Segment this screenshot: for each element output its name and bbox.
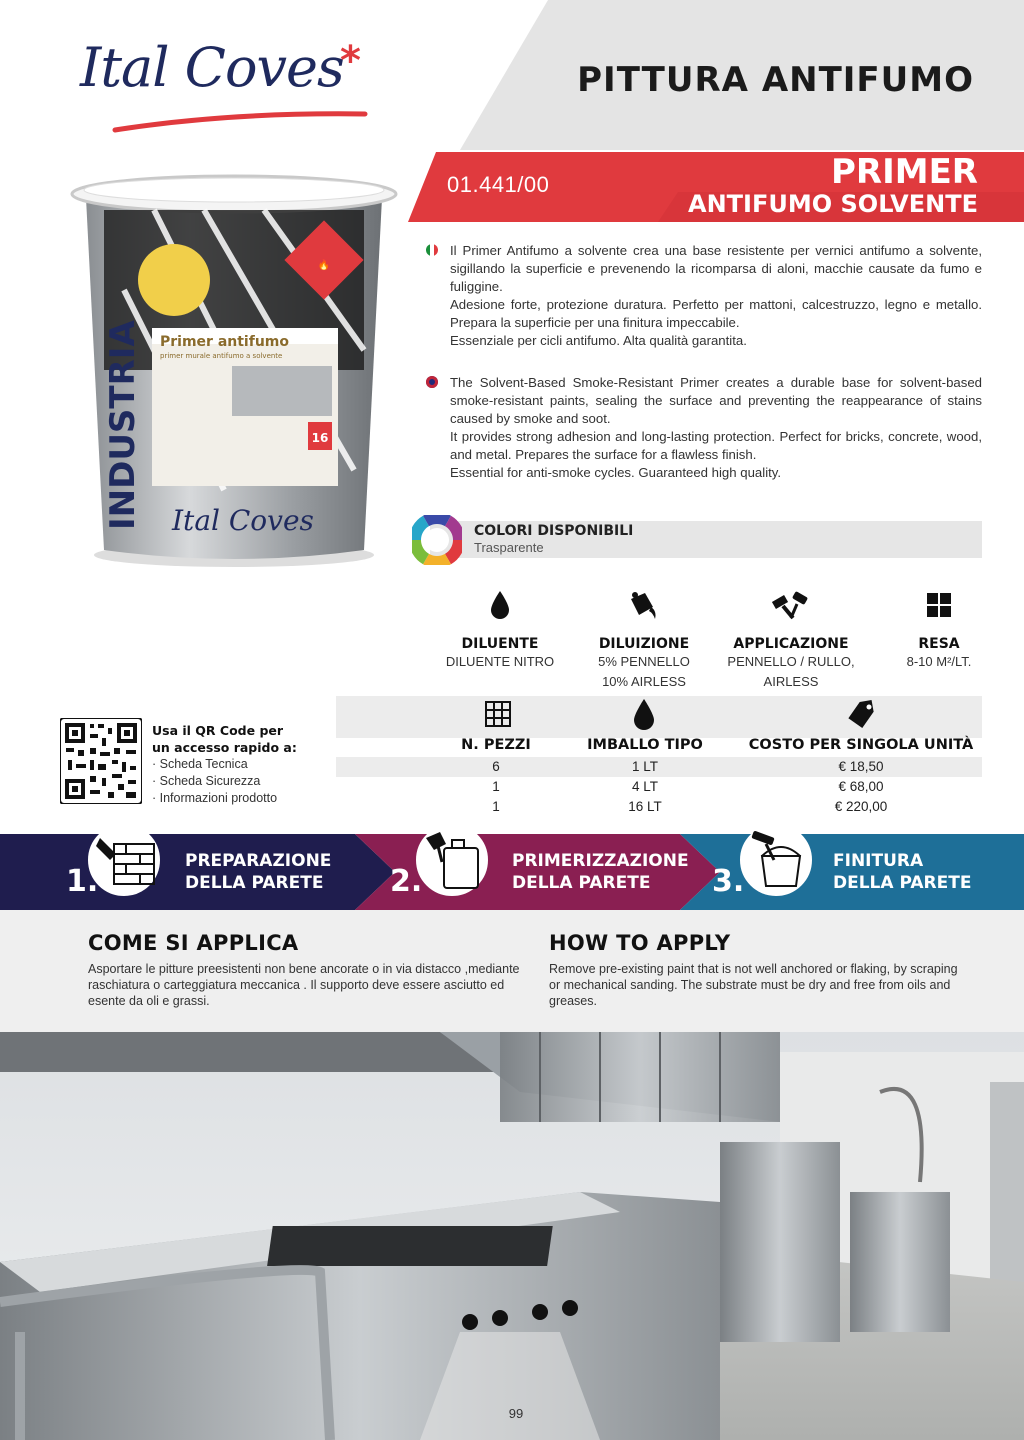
description-english bbox=[426, 374, 982, 482]
spec-applicazione bbox=[716, 588, 866, 692]
qr-list bbox=[152, 756, 277, 807]
logo-star-icon: * bbox=[340, 38, 361, 84]
step3-label bbox=[833, 850, 971, 894]
qr-code[interactable] bbox=[60, 718, 142, 804]
spec-title: DILUENTE bbox=[461, 636, 539, 652]
colors-value: Trasparente bbox=[474, 540, 544, 555]
step3-number: 3. bbox=[712, 864, 745, 899]
kitchen-photo bbox=[0, 1032, 1024, 1440]
wall-scraper-icon bbox=[96, 834, 160, 890]
brand-logo bbox=[80, 36, 390, 136]
product-name-line1: PRIMER bbox=[831, 152, 978, 192]
qr-list-item[interactable]: · Informazioni prodotto bbox=[152, 791, 278, 805]
desc-it-line: Adesione forte, protezione duratura. Perfetto per mattoni, calcestruzzo, legno e metallo. Prepara la superficie per una finitura impeccabile. bbox=[450, 297, 982, 330]
desc-it-line: Il Primer Antifumo a solvente crea una base resistente per vernici antifumo a solvente, sigillando la superficie e prevenendo la ricomparsa di aloni, macchie causate da fumo e fuliggine. bbox=[450, 243, 982, 294]
table-header-pieces: N. PEZZI bbox=[461, 737, 531, 753]
spec-value: PENNELLO / RULLO, bbox=[727, 654, 855, 669]
spec-value: DILUENTE NITRO bbox=[445, 654, 555, 669]
table-cell: 1 LT bbox=[631, 759, 658, 774]
spec-title: RESA bbox=[918, 636, 960, 652]
qr-list-item[interactable]: · Scheda Tecnica bbox=[152, 757, 248, 771]
logo-swoosh-icon bbox=[110, 106, 370, 136]
area-icon bbox=[926, 592, 952, 618]
table-cell: € 220,00 bbox=[834, 799, 888, 814]
spec-diluente bbox=[425, 588, 575, 672]
bucket-logo: Ital Coves bbox=[172, 504, 314, 537]
table-cell: 1 bbox=[492, 779, 500, 794]
qr-title bbox=[152, 722, 297, 756]
spec-value: 10% AIRLESS bbox=[602, 674, 686, 689]
product-bucket-image bbox=[64, 170, 404, 570]
qr-title-line: un accesso rapido a: bbox=[152, 740, 297, 755]
uk-flag-icon bbox=[426, 376, 438, 388]
italy-flag-icon bbox=[426, 244, 438, 256]
how-to-title-it: COME SI APPLICA bbox=[88, 931, 299, 955]
spec-value: 5% PENNELLO bbox=[598, 654, 690, 669]
svg-text:🔥: 🔥 bbox=[317, 260, 331, 271]
desc-it-line: Essenziale per cicli antifumo. Alta qualità garantita. bbox=[450, 333, 747, 348]
table-header-package: IMBALLO TIPO bbox=[587, 737, 703, 753]
desc-en-line: The Solvent-Based Smoke-Resistant Primer creates a durable base for solvent-based smoke-resistant paints, sealing the surface and preventing the reappearance of stains caused by smoke and soot. bbox=[450, 375, 982, 426]
table-cell: 6 bbox=[492, 759, 500, 774]
table-cell: 1 bbox=[492, 799, 500, 814]
how-to-text-en: Remove pre-existing paint that is not well anchored or flaking, by scraping or mechanical sanding. The substrate must be dry and free from oils and greases. bbox=[549, 962, 958, 1008]
step1-label bbox=[185, 850, 331, 894]
table-cell: 4 LT bbox=[631, 779, 658, 794]
spec-resa bbox=[864, 588, 1014, 672]
product-code: 01.441/00 bbox=[447, 172, 550, 197]
bucket-label-title: Primer antifumo bbox=[160, 334, 289, 350]
bucket-liters: 16 bbox=[311, 431, 329, 445]
paint-can-icon bbox=[627, 589, 661, 621]
spec-value: AIRLESS bbox=[763, 674, 819, 689]
page-number: 99 bbox=[508, 1406, 524, 1421]
bucket-label-sub: primer murale antifumo a solvente bbox=[160, 352, 283, 360]
description-italian bbox=[426, 242, 982, 350]
paint-drop-icon bbox=[632, 698, 656, 730]
step-line: DELLA PARETE bbox=[185, 873, 324, 893]
how-to-title-en: HOW TO APPLY bbox=[549, 931, 731, 955]
table-cell: € 68,00 bbox=[838, 779, 884, 794]
primer-can-icon bbox=[424, 830, 488, 894]
spec-title: DILUIZIONE bbox=[598, 636, 690, 652]
price-tag-icon bbox=[844, 698, 878, 730]
colors-title: COLORI DISPONIBILI bbox=[474, 523, 634, 539]
paint-bucket-roller-icon bbox=[748, 830, 812, 894]
table-header-unit-cost: COSTO PER SINGOLA UNITÀ bbox=[748, 737, 974, 753]
step-line: DELLA PARETE bbox=[833, 873, 972, 893]
spec-diluizione bbox=[569, 588, 719, 692]
price-table-header-bg bbox=[336, 696, 982, 738]
how-to-text-it: Asportare le pitture preesistenti non bene ancorate o in via distacco ,mediante raschiatura o carteggiatura meccanica . Il supporto deve essere asciutto ed esente da oli e grassi. bbox=[88, 962, 520, 1008]
page-title: PITTURA ANTIFUMO bbox=[577, 60, 974, 100]
desc-it-para bbox=[426, 242, 982, 350]
step2-number: 2. bbox=[390, 864, 423, 899]
spec-title: APPLICAZIONE bbox=[733, 636, 849, 652]
table-cell: € 18,50 bbox=[838, 759, 884, 774]
step-line: PRIMERIZZAZIONE bbox=[512, 851, 689, 871]
table-cell: 16 LT bbox=[628, 799, 662, 814]
drop-icon bbox=[489, 590, 511, 620]
qr-title-line: Usa il QR Code per bbox=[152, 723, 284, 738]
bucket-industria: INDUSTRIA bbox=[103, 320, 143, 530]
pallet-icon bbox=[484, 700, 512, 728]
desc-en-line: It provides strong adhesion and long-lasting protection. Perfect for bricks, concrete, wood, and metal. Prepares the surface for a flawless finish. bbox=[450, 429, 982, 462]
product-name-line2: ANTIFUMO SOLVENTE bbox=[688, 190, 978, 218]
spec-value: 8-10 M²/LT. bbox=[906, 654, 972, 669]
step-line: FINITURA bbox=[833, 851, 924, 871]
logo-text: Ital Coves bbox=[80, 36, 344, 99]
brush-roller-icon bbox=[771, 590, 811, 620]
color-wheel-icon bbox=[412, 515, 462, 565]
step1-number: 1. bbox=[66, 864, 99, 899]
desc-en-line: Essential for anti-smoke cycles. Guaranteed high quality. bbox=[450, 465, 782, 480]
step-line: DELLA PARETE bbox=[512, 873, 651, 893]
desc-en-para bbox=[426, 374, 982, 482]
step2-label bbox=[512, 850, 689, 894]
qr-list-item[interactable]: · Scheda Sicurezza bbox=[152, 774, 261, 788]
step-line: PREPARAZIONE bbox=[185, 851, 332, 871]
